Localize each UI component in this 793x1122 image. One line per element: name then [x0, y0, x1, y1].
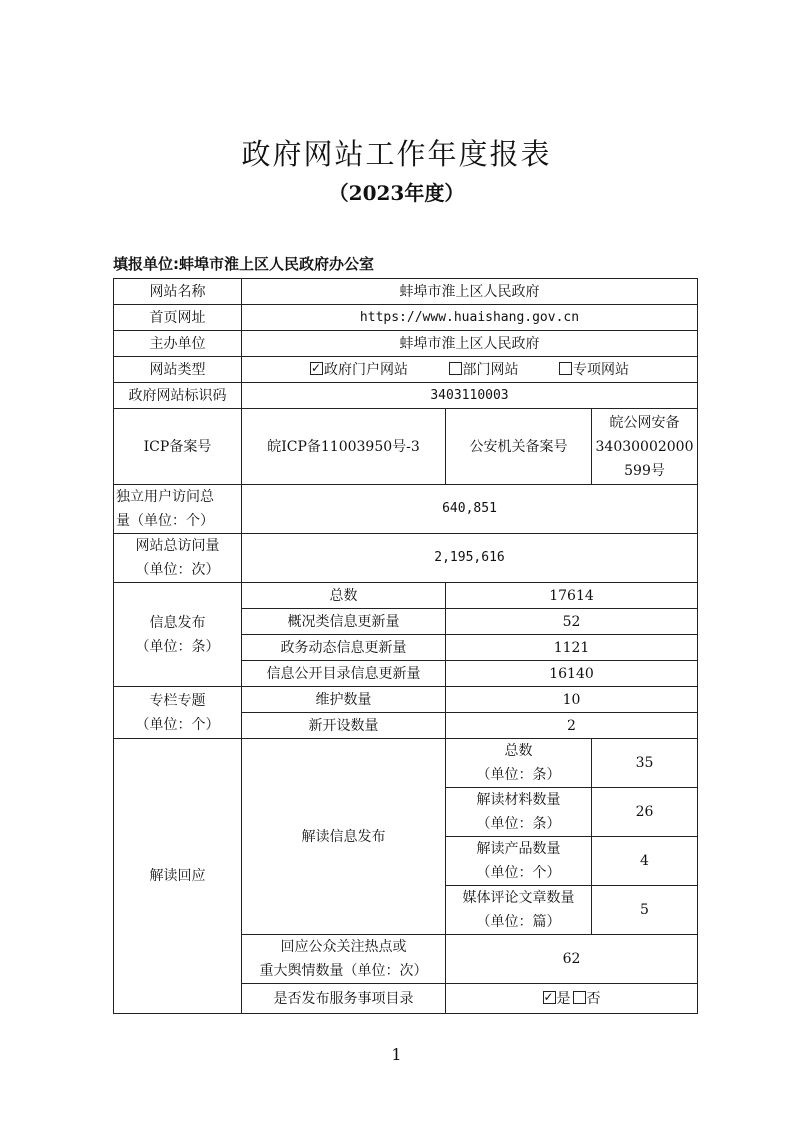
site-name-value: 蚌埠市淮上区人民政府 — [242, 279, 698, 305]
option-label: 政府门户网站 — [324, 361, 409, 378]
table-row — [114, 485, 698, 534]
checkbox-empty-icon — [573, 991, 586, 1004]
row-label: 首页网址 — [114, 305, 242, 331]
row-label: 主办单位 — [114, 331, 242, 357]
sub-label: 解读信息发布 — [242, 739, 446, 935]
pv-value: 2,195,616 — [242, 534, 698, 583]
table-row — [114, 409, 698, 485]
reporting-unit: 填报单位:蚌埠市淮上区人民政府办公室 — [113, 255, 375, 273]
sub-value: 26 — [592, 788, 698, 837]
sub-label: 政务动态信息更新量 — [242, 635, 446, 661]
table-row — [114, 305, 698, 331]
table-row — [114, 583, 698, 609]
sub-value: 4 — [592, 837, 698, 886]
sub-label: 概况类信息更新量 — [242, 609, 446, 635]
sub-label: 是否发布服务事项目录 — [242, 984, 446, 1014]
row-label: 政府网站标识码 — [114, 383, 242, 409]
sub-value: 16140 — [446, 661, 698, 687]
table-row — [114, 383, 698, 409]
row-label: 网站类型 — [114, 357, 242, 383]
sub-value: 62 — [446, 935, 698, 984]
row-label: 独立用户访问总 量（单位：个） — [114, 485, 242, 534]
sub-value: 10 — [446, 687, 698, 713]
page-number: 1 — [391, 1045, 402, 1064]
row-label: ICP备案号 — [114, 409, 242, 485]
checkbox-empty-icon — [449, 362, 462, 375]
icp-value: 皖ICP备11003950号-3 — [242, 409, 446, 485]
uv-value: 640,851 — [242, 485, 698, 534]
sub-label: 新开设数量 — [242, 713, 446, 739]
site-type-option — [559, 358, 629, 382]
sub-label: 信息公开目录信息更新量 — [242, 661, 446, 687]
sub-item-label: 解读产品数量 （单位：个） — [446, 837, 592, 886]
site-type-option — [310, 358, 408, 382]
sub-item-label: 解读材料数量 （单位：条） — [446, 788, 592, 837]
sub-value: 1121 — [446, 635, 698, 661]
row-label: 解读回应 — [114, 739, 242, 1014]
option-label: 部门网站 — [462, 361, 519, 378]
sponsor-value: 蚌埠市淮上区人民政府 — [242, 331, 698, 357]
sub-label: 维护数量 — [242, 687, 446, 713]
report-table — [113, 278, 698, 1014]
sub-value: 5 — [592, 886, 698, 935]
sub-value: 2 — [446, 713, 698, 739]
sub-item-label: 媒体评论文章数量 （单位：篇） — [446, 886, 592, 935]
option-label: 专项网站 — [572, 361, 629, 378]
table-row — [114, 739, 698, 788]
site-type-options — [242, 357, 698, 383]
sub-value: 52 — [446, 609, 698, 635]
checkbox-checked-icon — [543, 991, 556, 1004]
sub-item-label: 总数 （单位：条） — [446, 739, 592, 788]
table-row — [114, 687, 698, 713]
sub-value: 17614 — [446, 583, 698, 609]
table-row — [114, 331, 698, 357]
table-row — [114, 279, 698, 305]
police-record-label: 公安机关备案号 — [446, 409, 592, 485]
table-row — [114, 534, 698, 583]
sub-label: 总数 — [242, 583, 446, 609]
sub-label: 回应公众关注热点或 重大舆情数量（单位：次） — [242, 935, 446, 984]
row-label: 网站总访问量 （单位：次） — [114, 534, 242, 583]
checkbox-checked-icon — [310, 362, 323, 375]
site-id-value: 3403110003 — [242, 383, 698, 409]
page-title: 政府网站工作年度报表 — [241, 137, 552, 171]
page-subtitle: （2023年度） — [328, 181, 465, 205]
police-record-value: 皖公网安备 34030002000 599号 — [592, 409, 698, 485]
table-row — [114, 357, 698, 383]
service-yes-no: ✓ 是 否 — [446, 984, 698, 1014]
sub-value: 35 — [592, 739, 698, 788]
row-label: 网站名称 — [114, 279, 242, 305]
row-label: 信息发布 （单位：条） — [114, 583, 242, 687]
checkbox-empty-icon — [559, 362, 572, 375]
site-type-option — [449, 358, 519, 382]
row-label: 专栏专题 （单位：个） — [114, 687, 242, 739]
homepage-url: https://www.huaishang.gov.cn — [242, 305, 698, 331]
